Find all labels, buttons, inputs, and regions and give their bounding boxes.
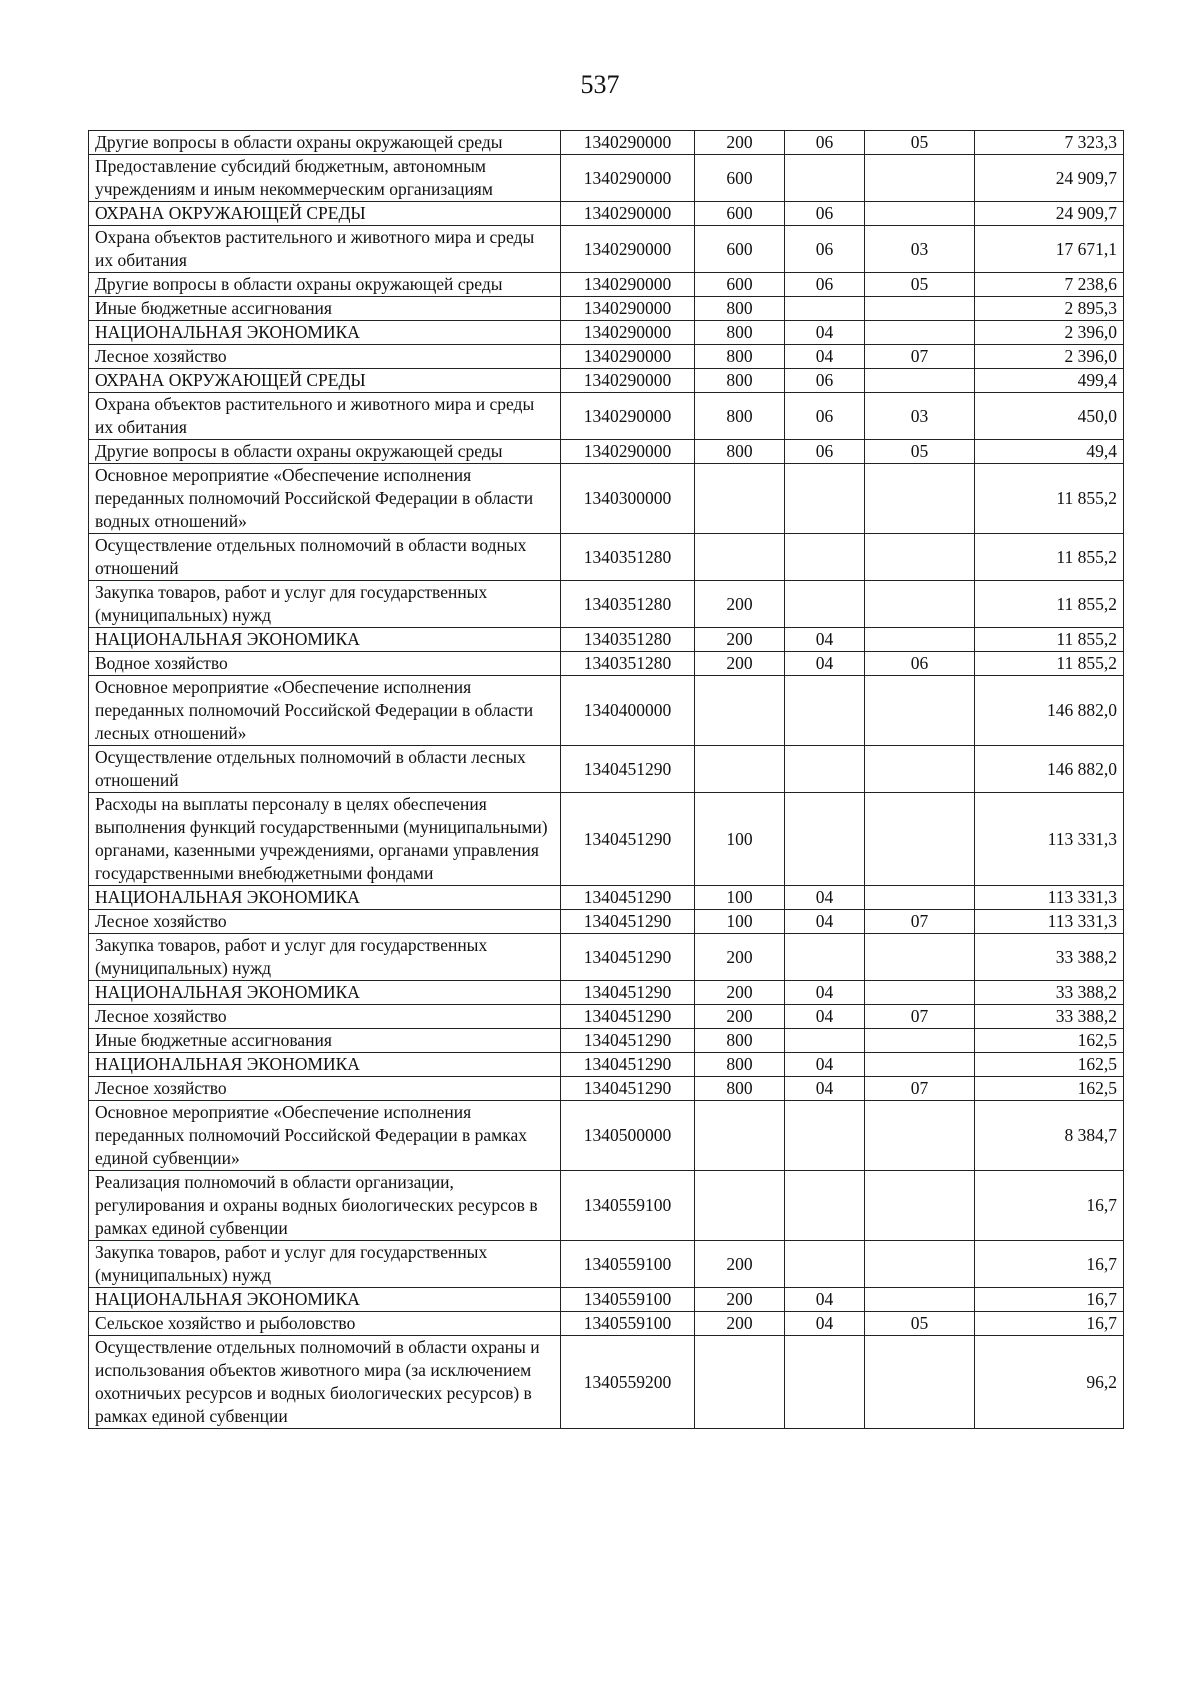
subsection-cell bbox=[865, 1053, 975, 1077]
target-code-cell: 1340451290 bbox=[561, 934, 695, 981]
row-name-cell: Лесное хозяйство bbox=[89, 1005, 561, 1029]
amount-cell: 24 909,7 bbox=[975, 202, 1124, 226]
subsection-cell bbox=[865, 202, 975, 226]
section-cell: 04 bbox=[785, 1288, 865, 1312]
target-code-cell: 1340290000 bbox=[561, 226, 695, 273]
table-row bbox=[89, 628, 1124, 652]
table-row bbox=[89, 534, 1124, 581]
amount-cell: 11 855,2 bbox=[975, 534, 1124, 581]
table-row bbox=[89, 934, 1124, 981]
row-name-cell: Другие вопросы в области охраны окружающей среды bbox=[89, 440, 561, 464]
amount-cell: 8 384,7 bbox=[975, 1101, 1124, 1171]
section-cell bbox=[785, 676, 865, 746]
section-cell: 06 bbox=[785, 202, 865, 226]
row-name-cell: Лесное хозяйство bbox=[89, 345, 561, 369]
subsection-cell: 03 bbox=[865, 226, 975, 273]
row-name-cell: НАЦИОНАЛЬНАЯ ЭКОНОМИКА bbox=[89, 1053, 561, 1077]
section-cell bbox=[785, 934, 865, 981]
subsection-cell bbox=[865, 981, 975, 1005]
table-row bbox=[89, 321, 1124, 345]
section-cell bbox=[785, 581, 865, 628]
expense-type-cell: 200 bbox=[695, 1241, 785, 1288]
subsection-cell: 07 bbox=[865, 1005, 975, 1029]
table-row bbox=[89, 155, 1124, 202]
row-name-cell: Осуществление отдельных полномочий в области водных отношений bbox=[89, 534, 561, 581]
target-code-cell: 1340290000 bbox=[561, 273, 695, 297]
target-code-cell: 1340451290 bbox=[561, 886, 695, 910]
expense-type-cell: 100 bbox=[695, 910, 785, 934]
section-cell: 04 bbox=[785, 981, 865, 1005]
expense-type-cell: 100 bbox=[695, 793, 785, 886]
expense-type-cell bbox=[695, 464, 785, 534]
expense-type-cell: 800 bbox=[695, 1029, 785, 1053]
row-name-cell: ОХРАНА ОКРУЖАЮЩЕЙ СРЕДЫ bbox=[89, 369, 561, 393]
table-row bbox=[89, 1101, 1124, 1171]
subsection-cell: 05 bbox=[865, 273, 975, 297]
expense-type-cell: 200 bbox=[695, 934, 785, 981]
subsection-cell bbox=[865, 793, 975, 886]
budget-table-body bbox=[89, 131, 1124, 1429]
row-name-cell: НАЦИОНАЛЬНАЯ ЭКОНОМИКА bbox=[89, 886, 561, 910]
subsection-cell bbox=[865, 934, 975, 981]
expense-type-cell: 600 bbox=[695, 202, 785, 226]
expense-type-cell: 200 bbox=[695, 628, 785, 652]
expense-type-cell: 200 bbox=[695, 581, 785, 628]
subsection-cell bbox=[865, 1101, 975, 1171]
amount-cell: 162,5 bbox=[975, 1029, 1124, 1053]
section-cell: 04 bbox=[785, 652, 865, 676]
table-row bbox=[89, 202, 1124, 226]
subsection-cell bbox=[865, 1336, 975, 1429]
row-name-cell: Лесное хозяйство bbox=[89, 1077, 561, 1101]
section-cell bbox=[785, 534, 865, 581]
row-name-cell: Основное мероприятие «Обеспечение исполнения переданных полномочий Российской Федерации в области водных отношений» bbox=[89, 464, 561, 534]
row-name-cell: Другие вопросы в области охраны окружающей среды bbox=[89, 131, 561, 155]
table-row bbox=[89, 581, 1124, 628]
budget-table bbox=[88, 130, 1124, 1429]
expense-type-cell: 200 bbox=[695, 1312, 785, 1336]
row-name-cell: Закупка товаров, работ и услуг для государственных (муниципальных) нужд bbox=[89, 934, 561, 981]
subsection-cell bbox=[865, 464, 975, 534]
amount-cell: 16,7 bbox=[975, 1171, 1124, 1241]
expense-type-cell: 600 bbox=[695, 273, 785, 297]
target-code-cell: 1340559100 bbox=[561, 1312, 695, 1336]
table-row bbox=[89, 273, 1124, 297]
target-code-cell: 1340290000 bbox=[561, 369, 695, 393]
subsection-cell bbox=[865, 1029, 975, 1053]
expense-type-cell bbox=[695, 676, 785, 746]
section-cell: 04 bbox=[785, 886, 865, 910]
row-name-cell: НАЦИОНАЛЬНАЯ ЭКОНОМИКА bbox=[89, 321, 561, 345]
page-number: 537 bbox=[580, 70, 620, 99]
subsection-cell: 03 bbox=[865, 393, 975, 440]
subsection-cell bbox=[865, 155, 975, 202]
section-cell: 06 bbox=[785, 273, 865, 297]
section-cell: 06 bbox=[785, 131, 865, 155]
amount-cell: 33 388,2 bbox=[975, 1005, 1124, 1029]
row-name-cell: Основное мероприятие «Обеспечение исполнения переданных полномочий Российской Федерации в области лесных отношений» bbox=[89, 676, 561, 746]
target-code-cell: 1340559100 bbox=[561, 1288, 695, 1312]
section-cell bbox=[785, 1101, 865, 1171]
section-cell: 06 bbox=[785, 393, 865, 440]
table-row bbox=[89, 393, 1124, 440]
table-row bbox=[89, 981, 1124, 1005]
amount-cell: 33 388,2 bbox=[975, 981, 1124, 1005]
row-name-cell: Реализация полномочий в области организации, регулирования и охраны водных биологических ресурсов в рамках единой субвенции bbox=[89, 1171, 561, 1241]
table-row bbox=[89, 1029, 1124, 1053]
table-row bbox=[89, 746, 1124, 793]
row-name-cell: Иные бюджетные ассигнования bbox=[89, 297, 561, 321]
expense-type-cell: 200 bbox=[695, 981, 785, 1005]
target-code-cell: 1340451290 bbox=[561, 1005, 695, 1029]
target-code-cell: 1340451290 bbox=[561, 1053, 695, 1077]
amount-cell: 2 396,0 bbox=[975, 345, 1124, 369]
target-code-cell: 1340451290 bbox=[561, 1029, 695, 1053]
amount-cell: 499,4 bbox=[975, 369, 1124, 393]
table-row bbox=[89, 440, 1124, 464]
section-cell: 04 bbox=[785, 321, 865, 345]
section-cell: 04 bbox=[785, 1312, 865, 1336]
target-code-cell: 1340451290 bbox=[561, 746, 695, 793]
subsection-cell: 07 bbox=[865, 910, 975, 934]
row-name-cell: НАЦИОНАЛЬНАЯ ЭКОНОМИКА bbox=[89, 1288, 561, 1312]
amount-cell: 33 388,2 bbox=[975, 934, 1124, 981]
subsection-cell bbox=[865, 746, 975, 793]
row-name-cell: Закупка товаров, работ и услуг для государственных (муниципальных) нужд bbox=[89, 1241, 561, 1288]
section-cell: 06 bbox=[785, 226, 865, 273]
expense-type-cell: 800 bbox=[695, 440, 785, 464]
section-cell bbox=[785, 155, 865, 202]
expense-type-cell: 800 bbox=[695, 1053, 785, 1077]
row-name-cell: ОХРАНА ОКРУЖАЮЩЕЙ СРЕДЫ bbox=[89, 202, 561, 226]
section-cell bbox=[785, 464, 865, 534]
amount-cell: 113 331,3 bbox=[975, 793, 1124, 886]
amount-cell: 11 855,2 bbox=[975, 628, 1124, 652]
expense-type-cell: 200 bbox=[695, 1288, 785, 1312]
expense-type-cell: 200 bbox=[695, 131, 785, 155]
expense-type-cell: 800 bbox=[695, 369, 785, 393]
expense-type-cell: 800 bbox=[695, 345, 785, 369]
table-row bbox=[89, 793, 1124, 886]
subsection-cell bbox=[865, 581, 975, 628]
table-row bbox=[89, 1336, 1124, 1429]
subsection-cell: 07 bbox=[865, 1077, 975, 1101]
amount-cell: 113 331,3 bbox=[975, 910, 1124, 934]
row-name-cell: Лесное хозяйство bbox=[89, 910, 561, 934]
subsection-cell: 05 bbox=[865, 1312, 975, 1336]
row-name-cell: Другие вопросы в области охраны окружающей среды bbox=[89, 273, 561, 297]
expense-type-cell bbox=[695, 1336, 785, 1429]
expense-type-cell bbox=[695, 534, 785, 581]
section-cell: 06 bbox=[785, 440, 865, 464]
target-code-cell: 1340451290 bbox=[561, 910, 695, 934]
row-name-cell: Иные бюджетные ассигнования bbox=[89, 1029, 561, 1053]
table-row bbox=[89, 1053, 1124, 1077]
table-row bbox=[89, 1005, 1124, 1029]
section-cell bbox=[785, 793, 865, 886]
target-code-cell: 1340300000 bbox=[561, 464, 695, 534]
target-code-cell: 1340451290 bbox=[561, 793, 695, 886]
subsection-cell: 05 bbox=[865, 131, 975, 155]
amount-cell: 24 909,7 bbox=[975, 155, 1124, 202]
table-row bbox=[89, 1241, 1124, 1288]
table-row bbox=[89, 297, 1124, 321]
table-row bbox=[89, 226, 1124, 273]
row-name-cell: Осуществление отдельных полномочий в области лесных отношений bbox=[89, 746, 561, 793]
expense-type-cell: 200 bbox=[695, 652, 785, 676]
section-cell: 04 bbox=[785, 345, 865, 369]
target-code-cell: 1340290000 bbox=[561, 321, 695, 345]
section-cell: 04 bbox=[785, 1077, 865, 1101]
target-code-cell: 1340559100 bbox=[561, 1241, 695, 1288]
target-code-cell: 1340290000 bbox=[561, 440, 695, 464]
table-row bbox=[89, 886, 1124, 910]
table-row bbox=[89, 345, 1124, 369]
section-cell bbox=[785, 1029, 865, 1053]
target-code-cell: 1340351280 bbox=[561, 652, 695, 676]
target-code-cell: 1340290000 bbox=[561, 393, 695, 440]
section-cell bbox=[785, 297, 865, 321]
target-code-cell: 1340290000 bbox=[561, 202, 695, 226]
section-cell bbox=[785, 746, 865, 793]
amount-cell: 162,5 bbox=[975, 1077, 1124, 1101]
amount-cell: 11 855,2 bbox=[975, 464, 1124, 534]
target-code-cell: 1340559200 bbox=[561, 1336, 695, 1429]
subsection-cell bbox=[865, 1241, 975, 1288]
amount-cell: 16,7 bbox=[975, 1312, 1124, 1336]
subsection-cell bbox=[865, 1288, 975, 1312]
amount-cell: 162,5 bbox=[975, 1053, 1124, 1077]
amount-cell: 16,7 bbox=[975, 1241, 1124, 1288]
expense-type-cell: 800 bbox=[695, 321, 785, 345]
amount-cell: 49,4 bbox=[975, 440, 1124, 464]
subsection-cell bbox=[865, 534, 975, 581]
expense-type-cell: 100 bbox=[695, 886, 785, 910]
target-code-cell: 1340351280 bbox=[561, 628, 695, 652]
amount-cell: 11 855,2 bbox=[975, 581, 1124, 628]
row-name-cell: Охрана объектов растительного и животного мира и среды их обитания bbox=[89, 393, 561, 440]
row-name-cell: Охрана объектов растительного и животного мира и среды их обитания bbox=[89, 226, 561, 273]
amount-cell: 16,7 bbox=[975, 1288, 1124, 1312]
subsection-cell bbox=[865, 297, 975, 321]
amount-cell: 17 671,1 bbox=[975, 226, 1124, 273]
table-row bbox=[89, 652, 1124, 676]
amount-cell: 2 396,0 bbox=[975, 321, 1124, 345]
row-name-cell: НАЦИОНАЛЬНАЯ ЭКОНОМИКА bbox=[89, 981, 561, 1005]
subsection-cell bbox=[865, 369, 975, 393]
section-cell: 04 bbox=[785, 628, 865, 652]
subsection-cell: 05 bbox=[865, 440, 975, 464]
target-code-cell: 1340351280 bbox=[561, 534, 695, 581]
row-name-cell: Водное хозяйство bbox=[89, 652, 561, 676]
subsection-cell bbox=[865, 628, 975, 652]
target-code-cell: 1340559100 bbox=[561, 1171, 695, 1241]
row-name-cell: Расходы на выплаты персоналу в целях обеспечения выполнения функций государственными (муниципальными) органами, казенными учреждениями, органами управления государственными внебюджетными фондами bbox=[89, 793, 561, 886]
expense-type-cell: 800 bbox=[695, 393, 785, 440]
subsection-cell: 07 bbox=[865, 345, 975, 369]
target-code-cell: 1340451290 bbox=[561, 1077, 695, 1101]
subsection-cell bbox=[865, 1171, 975, 1241]
table-row bbox=[89, 464, 1124, 534]
amount-cell: 450,0 bbox=[975, 393, 1124, 440]
row-name-cell: Закупка товаров, работ и услуг для государственных (муниципальных) нужд bbox=[89, 581, 561, 628]
table-row bbox=[89, 1171, 1124, 1241]
target-code-cell: 1340351280 bbox=[561, 581, 695, 628]
row-name-cell: Осуществление отдельных полномочий в области охраны и использования объектов животного мира (за исключением охотничьих ресурсов и водных биологических ресурсов) в рамках единой субвенции bbox=[89, 1336, 561, 1429]
section-cell: 06 bbox=[785, 369, 865, 393]
expense-type-cell: 800 bbox=[695, 297, 785, 321]
row-name-cell: НАЦИОНАЛЬНАЯ ЭКОНОМИКА bbox=[89, 628, 561, 652]
section-cell: 04 bbox=[785, 1005, 865, 1029]
table-row bbox=[89, 131, 1124, 155]
row-name-cell: Предоставление субсидий бюджетным, автономным учреждениям и иным некоммерческим организациям bbox=[89, 155, 561, 202]
table-row bbox=[89, 1312, 1124, 1336]
expense-type-cell bbox=[695, 1101, 785, 1171]
expense-type-cell: 200 bbox=[695, 1005, 785, 1029]
subsection-cell bbox=[865, 676, 975, 746]
table-row bbox=[89, 910, 1124, 934]
expense-type-cell: 600 bbox=[695, 226, 785, 273]
table-row bbox=[89, 676, 1124, 746]
section-cell bbox=[785, 1336, 865, 1429]
section-cell: 04 bbox=[785, 910, 865, 934]
amount-cell: 7 323,3 bbox=[975, 131, 1124, 155]
amount-cell: 146 882,0 bbox=[975, 676, 1124, 746]
subsection-cell bbox=[865, 321, 975, 345]
table-row bbox=[89, 1288, 1124, 1312]
amount-cell: 113 331,3 bbox=[975, 886, 1124, 910]
expense-type-cell bbox=[695, 1171, 785, 1241]
target-code-cell: 1340290000 bbox=[561, 131, 695, 155]
target-code-cell: 1340400000 bbox=[561, 676, 695, 746]
subsection-cell bbox=[865, 886, 975, 910]
target-code-cell: 1340290000 bbox=[561, 155, 695, 202]
expense-type-cell bbox=[695, 746, 785, 793]
amount-cell: 2 895,3 bbox=[975, 297, 1124, 321]
amount-cell: 11 855,2 bbox=[975, 652, 1124, 676]
amount-cell: 146 882,0 bbox=[975, 746, 1124, 793]
target-code-cell: 1340500000 bbox=[561, 1101, 695, 1171]
expense-type-cell: 800 bbox=[695, 1077, 785, 1101]
section-cell bbox=[785, 1241, 865, 1288]
target-code-cell: 1340290000 bbox=[561, 345, 695, 369]
amount-cell: 96,2 bbox=[975, 1336, 1124, 1429]
expense-type-cell: 600 bbox=[695, 155, 785, 202]
target-code-cell: 1340290000 bbox=[561, 297, 695, 321]
section-cell: 04 bbox=[785, 1053, 865, 1077]
row-name-cell: Основное мероприятие «Обеспечение исполнения переданных полномочий Российской Федерации в рамках единой субвенции» bbox=[89, 1101, 561, 1171]
subsection-cell: 06 bbox=[865, 652, 975, 676]
amount-cell: 7 238,6 bbox=[975, 273, 1124, 297]
row-name-cell: Сельское хозяйство и рыболовство bbox=[89, 1312, 561, 1336]
target-code-cell: 1340451290 bbox=[561, 981, 695, 1005]
table-row bbox=[89, 1077, 1124, 1101]
table-row bbox=[89, 369, 1124, 393]
section-cell bbox=[785, 1171, 865, 1241]
